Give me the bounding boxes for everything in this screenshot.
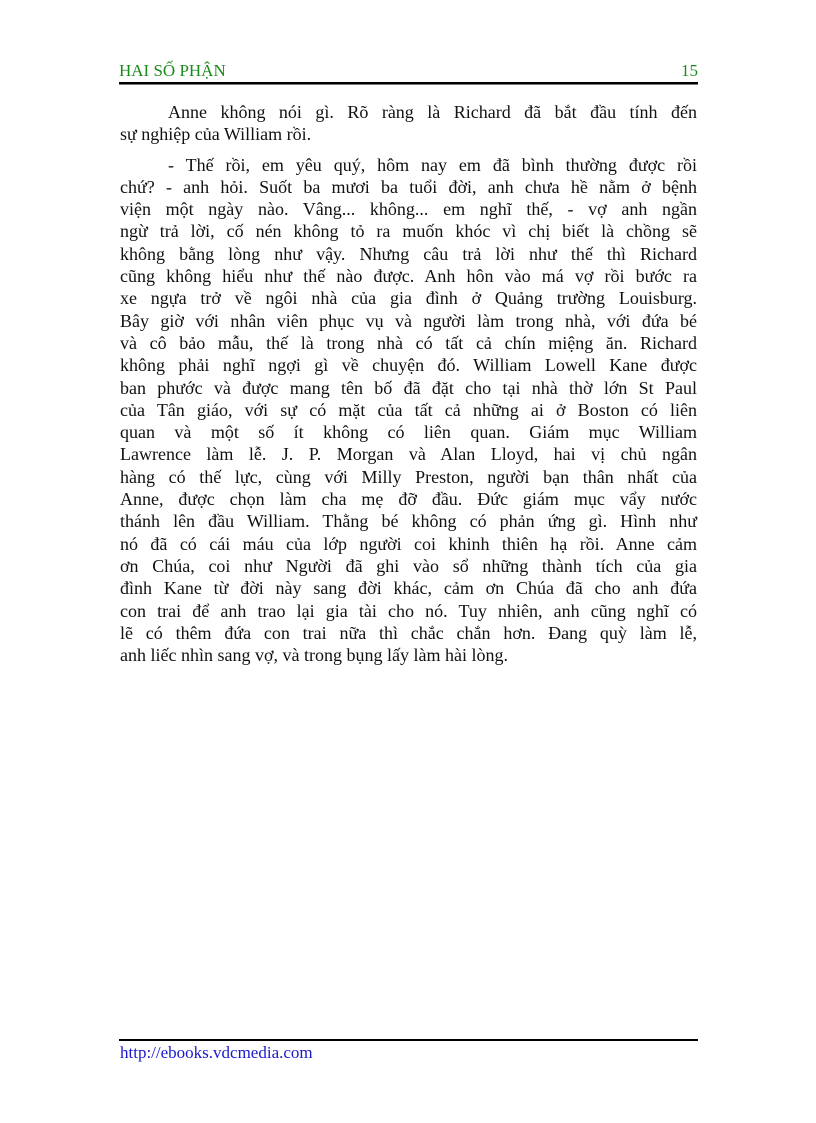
text-line: không phải nghĩ ngợi gì về chuyện đó. William Lowell Kane được	[120, 355, 697, 376]
text-line: nó đã có cái máu của lớp người coi khinh thiên hạ rồi. Anne cảm	[120, 533, 697, 554]
text-line: lẽ có thêm đứa con trai nữa thì chắc chắn hơn. Đang quỳ làm lễ,	[120, 622, 697, 643]
book-title: HAI SỐ PHẬN	[119, 61, 226, 80]
text-line: không bằng lòng như vậy. Nhưng câu trả lời như thế thì Richard	[120, 243, 697, 264]
text-line: anh liếc nhìn sang vợ, và trong bụng lấy làm hài lòng.	[120, 645, 508, 666]
header-divider	[119, 82, 698, 85]
text-line: xe ngựa trở về ngôi nhà của gia đình ở Quảng trường Louisburg.	[120, 288, 697, 309]
text-line: - Thế rồi, em yêu quý, hôm nay em đã bình thường được rồi	[168, 154, 697, 175]
text-line: ban phước và được mang tên bố đã đặt cho tại nhà thờ lớn St Paul	[120, 377, 697, 398]
paragraph	[120, 101, 697, 146]
text-line: cũng không hiểu như thế nào được. Anh hôn vào má vợ rồi bước ra	[120, 266, 697, 287]
paragraph	[120, 154, 697, 667]
text-line: Anne, được chọn làm cha mẹ đỡ đầu. Đức giám mục vẩy nước	[120, 489, 697, 510]
page-header	[119, 61, 698, 81]
footer-divider	[119, 1039, 698, 1041]
text-line: và cô bảo mẫu, thế là trong nhà có tất cả chín miệng ăn. Richard	[120, 332, 697, 353]
footer-link[interactable]: http://ebooks.vdcmedia.com	[120, 1043, 313, 1062]
text-line: con trai để anh trao lại gia tài cho nó. Tuy nhiên, anh cũng nghĩ có	[120, 600, 697, 621]
text-line: thánh lên đầu William. Thằng bé không có phản ứng gì. Hình như	[120, 511, 697, 532]
text-line: sự nghiệp của William rồi.	[120, 124, 312, 145]
text-line: ngừ trả lời, cố nén không tỏ ra muốn khóc vì chị biết là chồng sẽ	[120, 221, 697, 242]
text-line: quan và một số ít không có liên quan. Giám mục William	[120, 422, 697, 443]
text-line: viện một ngày nào. Vâng... không... em nghĩ thế, - vợ anh ngần	[120, 199, 697, 220]
text-line: chứ? - anh hỏi. Suốt ba mươi ba tuổi đời, anh chưa hề nằm ở bệnh	[120, 176, 697, 197]
text-line: Bây giờ với nhân viên phục vụ và người làm trong nhà, với đứa bé	[120, 310, 697, 331]
text-line: ơn Chúa, coi như Người đã ghi vào sổ những thành tích của gia	[120, 555, 697, 576]
text-line: đình Kane từ đời này sang đời khác, cảm ơn Chúa đã cho anh đứa	[120, 578, 697, 599]
page-body	[120, 101, 697, 674]
text-line: Anne không nói gì. Rõ ràng là Richard đã bắt đầu tính đến	[168, 102, 697, 122]
page-number: 15	[681, 61, 698, 80]
text-line: Lawrence làm lễ. J. P. Morgan và Alan Lloyd, hai vị chủ ngân	[120, 444, 697, 465]
text-line: của Tân giáo, với sự có mặt của tất cả những ai ở Boston có liên	[120, 399, 697, 420]
text-line: hàng có thế lực, cùng với Milly Preston, người bạn thân nhất của	[120, 466, 697, 487]
